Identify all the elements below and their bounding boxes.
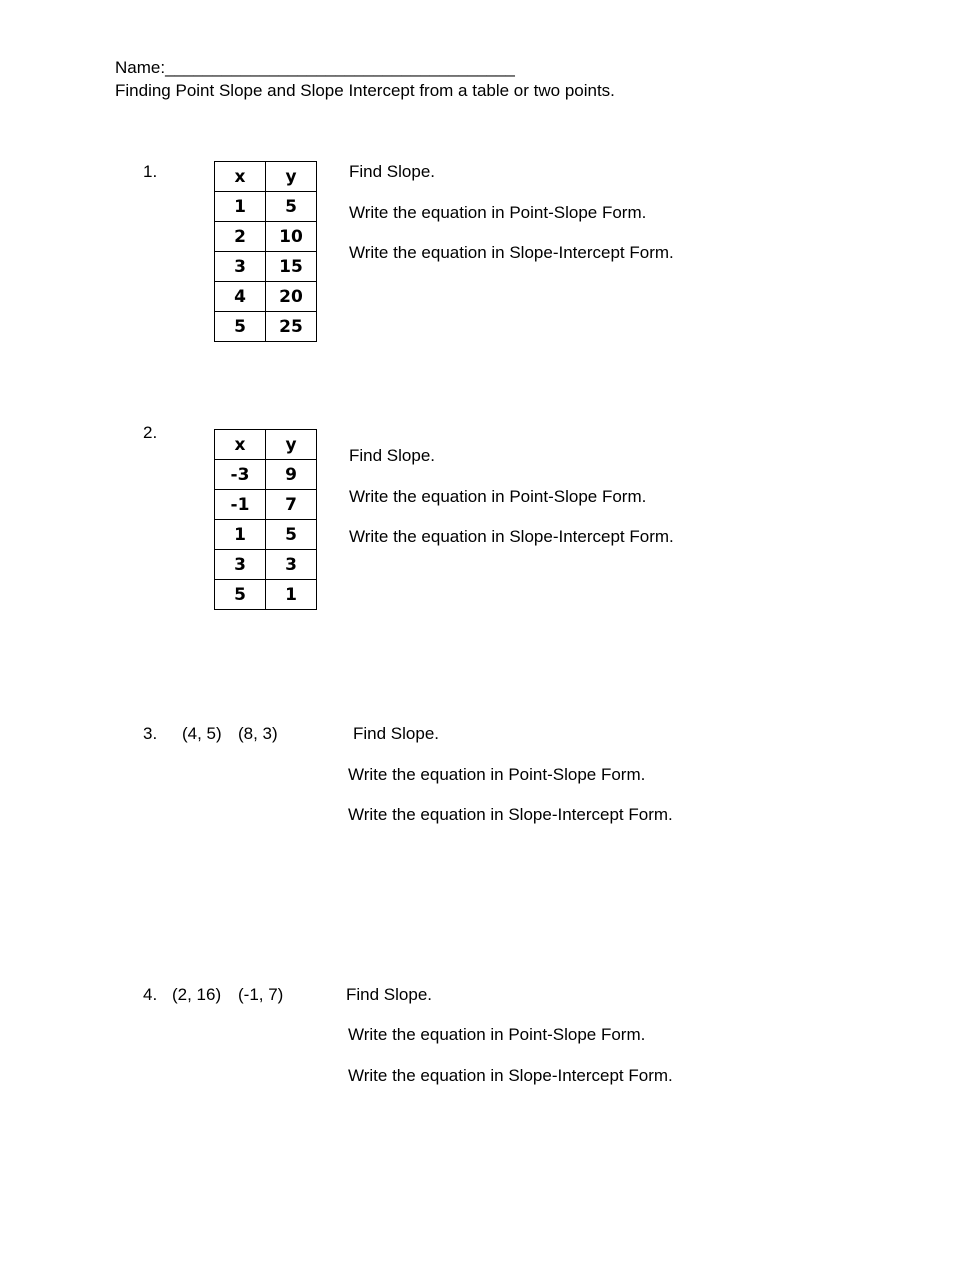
table-cell: -1 bbox=[215, 490, 266, 520]
table-row bbox=[215, 580, 317, 610]
table-header-row bbox=[215, 162, 317, 192]
table-row bbox=[215, 490, 317, 520]
prompt-find-slope: Find Slope. bbox=[346, 985, 432, 1004]
prompt-slope-intercept: Write the equation in Slope-Intercept Form. bbox=[349, 243, 674, 262]
table-row bbox=[215, 550, 317, 580]
xy-table bbox=[214, 429, 317, 610]
table-cell: 5 bbox=[215, 580, 266, 610]
prompt-point-slope: Write the equation in Point-Slope Form. bbox=[349, 487, 647, 506]
table-cell: 3 bbox=[215, 550, 266, 580]
table-row bbox=[215, 460, 317, 490]
table-row bbox=[215, 520, 317, 550]
problem-number: 1. bbox=[143, 162, 158, 181]
prompt-slope-intercept: Write the equation in Slope-Intercept Form. bbox=[348, 805, 673, 824]
point-a: (4, 5) bbox=[182, 724, 222, 743]
table-cell: -3 bbox=[215, 460, 266, 490]
prompt-point-slope: Write the equation in Point-Slope Form. bbox=[348, 765, 646, 784]
table-cell: 2 bbox=[215, 222, 266, 252]
prompt-find-slope: Find Slope. bbox=[353, 724, 439, 743]
table-cell: 1 bbox=[215, 192, 266, 222]
prompt-point-slope: Write the equation in Point-Slope Form. bbox=[349, 203, 647, 222]
column-header-x: x bbox=[215, 162, 266, 192]
xy-table bbox=[214, 161, 317, 342]
problem-number: 3. bbox=[143, 724, 158, 743]
column-header-y: y bbox=[266, 162, 317, 192]
prompt-point-slope: Write the equation in Point-Slope Form. bbox=[348, 1025, 646, 1044]
table-cell: 4 bbox=[215, 282, 266, 312]
point-b: (8, 3) bbox=[238, 724, 278, 743]
problem-number: 2. bbox=[143, 423, 158, 442]
table-cell: 5 bbox=[215, 312, 266, 342]
table-cell: 3 bbox=[215, 252, 266, 282]
table-cell: 1 bbox=[215, 520, 266, 550]
table-row bbox=[215, 192, 317, 222]
name-line[interactable]: Name:_____________________________________ bbox=[115, 58, 515, 77]
worksheet-title: Finding Point Slope and Slope Intercept from a table or two points. bbox=[115, 81, 615, 100]
prompt-slope-intercept: Write the equation in Slope-Intercept Form. bbox=[349, 527, 674, 546]
prompt-slope-intercept: Write the equation in Slope-Intercept Form. bbox=[348, 1066, 673, 1085]
table-row bbox=[215, 282, 317, 312]
prompt-find-slope: Find Slope. bbox=[349, 446, 435, 465]
table-cell: 5 bbox=[266, 520, 317, 550]
column-header-x: x bbox=[215, 430, 266, 460]
table-cell: 7 bbox=[266, 490, 317, 520]
table-cell: 20 bbox=[266, 282, 317, 312]
table-cell: 25 bbox=[266, 312, 317, 342]
column-header-y: y bbox=[266, 430, 317, 460]
table-row bbox=[215, 252, 317, 282]
point-a: (2, 16) bbox=[172, 985, 222, 1004]
table-cell: 10 bbox=[266, 222, 317, 252]
table-row bbox=[215, 222, 317, 252]
prompt-find-slope: Find Slope. bbox=[349, 162, 435, 181]
table-cell: 5 bbox=[266, 192, 317, 222]
table-cell: 1 bbox=[266, 580, 317, 610]
table-cell: 15 bbox=[266, 252, 317, 282]
table-cell: 3 bbox=[266, 550, 317, 580]
table-header-row bbox=[215, 430, 317, 460]
table-row bbox=[215, 312, 317, 342]
problem-number: 4. bbox=[143, 985, 158, 1004]
point-b: (-1, 7) bbox=[238, 985, 284, 1004]
table-cell: 9 bbox=[266, 460, 317, 490]
